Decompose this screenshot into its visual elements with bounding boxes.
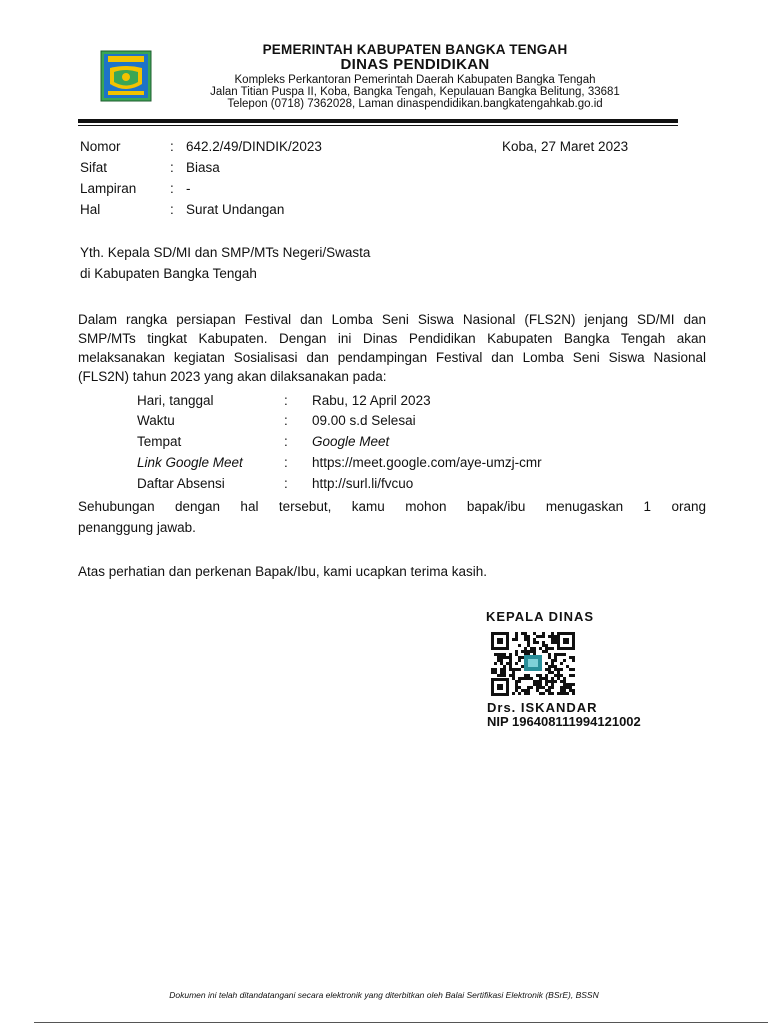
letterhead-rule-thin xyxy=(78,125,678,126)
meta-label: Lampiran xyxy=(80,181,137,196)
letterhead-rule-thick xyxy=(78,119,678,123)
letterhead-dept: DINAS PENDIDIKAN xyxy=(340,56,490,73)
detail-value: Google Meet xyxy=(312,434,390,449)
detail-value: Rabu, 12 April 2023 xyxy=(312,393,431,408)
recipient-line-1: Yth. Kepala SD/MI dan SMP/MTs Negeri/Swasta xyxy=(80,245,371,260)
detail-colon: : xyxy=(284,393,288,408)
bottom-divider xyxy=(34,1022,768,1023)
meta-value: Surat Undangan xyxy=(186,202,285,217)
meta-colon: : xyxy=(170,139,174,154)
meta-value: - xyxy=(186,181,191,196)
meet-link[interactable]: https://meet.google.com/aye-umzj-cmr xyxy=(312,455,542,470)
meta-colon: : xyxy=(170,160,174,175)
recipient-line-2: di Kabupaten Bangka Tengah xyxy=(80,266,257,281)
meta-label: Nomor xyxy=(80,139,121,154)
meta-label: Sifat xyxy=(80,160,108,175)
detail-value: 09.00 s.d Selesai xyxy=(312,413,416,428)
intro-line-3: melaksanakan kegiatan Sosialisasi dan pendampingan Festival dan Lomba Seni Siswa Nasional xyxy=(78,350,706,365)
regency-logo xyxy=(100,50,152,102)
intro-line-2: SMP/MTs tingkat Kabupaten. Dengan ini Dinas Pendidikan Kabupaten Bangka Tengah akan xyxy=(78,331,706,346)
detail-colon: : xyxy=(284,455,288,470)
detail-label: Tempat xyxy=(137,434,182,449)
detail-label: Link Google Meet xyxy=(137,455,243,470)
meta-value: 642.2/49/DINDIK/2023 xyxy=(186,139,322,154)
letterhead-address-3: Telepon (0718) 7362028, Laman dinaspendidikan.bangkatengahkab.go.id xyxy=(227,98,603,110)
meta-label: Hal xyxy=(80,202,101,217)
meta-colon: : xyxy=(170,202,174,217)
followup-line-2: penanggung jawab. xyxy=(78,520,196,535)
closing-text: Atas perhatian dan perkenan Bapak/Ibu, kami ucapkan terima kasih. xyxy=(78,564,487,579)
intro-line-1: Dalam rangka persiapan Festival dan Lomba Seni Siswa Nasional (FLS2N) jenjang SD/MI dan xyxy=(78,312,706,327)
signature-qr-code xyxy=(490,631,576,697)
detail-label: Hari, tanggal xyxy=(137,393,214,408)
followup-line-1: Sehubungan dengan hal tersebut, kamu mohon bapak/ibu menugaskan 1 orang xyxy=(78,499,706,514)
detail-colon: : xyxy=(284,476,288,491)
detail-label: Daftar Absensi xyxy=(137,476,225,491)
attendance-link[interactable]: http://surl.li/fvcuo xyxy=(312,476,414,491)
detail-colon: : xyxy=(284,413,288,428)
detail-label: Waktu xyxy=(137,413,175,428)
detail-colon: : xyxy=(284,434,288,449)
letter-date: Koba, 27 Maret 2023 xyxy=(502,139,629,154)
letterhead-address-1: Kompleks Perkantoran Pemerintah Daerah Kabupaten Bangka Tengah xyxy=(234,74,596,86)
intro-line-4: (FLS2N) tahun 2023 yang akan dilaksanakan pada: xyxy=(78,369,387,384)
letterhead-org: PEMERINTAH KABUPATEN BANGKA TENGAH xyxy=(262,42,568,57)
signatory-name: Drs. ISKANDAR xyxy=(487,700,598,715)
signatory-nip: NIP 196408111994121002 xyxy=(487,714,641,729)
meta-colon: : xyxy=(170,181,174,196)
letterhead-address-2: Jalan Titian Puspa II, Koba, Bangka Tengah, Kepulauan Bangka Belitung, 33681 xyxy=(210,86,620,98)
meta-value: Biasa xyxy=(186,160,220,175)
signature-title: KEPALA DINAS xyxy=(486,609,595,624)
footer-esign-note: Dokumen ini telah ditandatangani secara elektronik yang diterbitkan oleh Balai Sertifikasi Elektronik (BSrE), BSSN xyxy=(169,990,599,1000)
